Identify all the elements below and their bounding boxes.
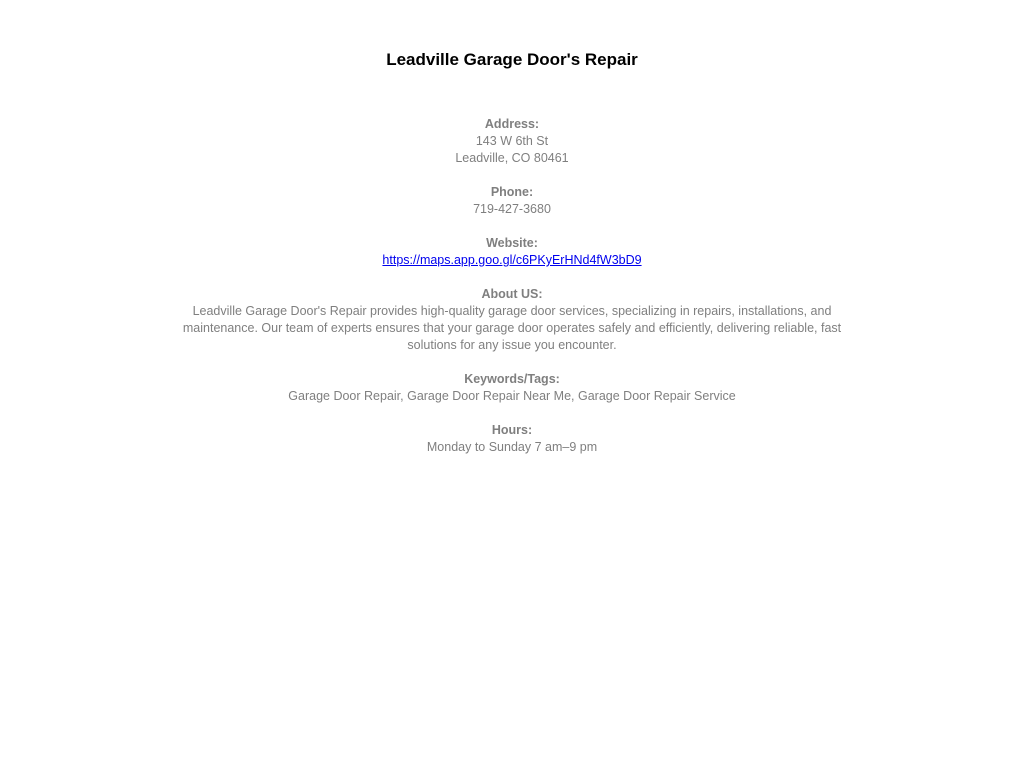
keywords-value: Garage Door Repair, Garage Door Repair Near Me, Garage Door Repair Service <box>288 389 736 403</box>
website-section <box>0 235 1024 269</box>
business-info <box>0 116 1024 473</box>
keywords-section <box>0 371 1024 405</box>
phone-number: 719-427-3680 <box>473 202 551 216</box>
address-line-2: Leadville, CO 80461 <box>455 151 569 165</box>
hours-label: Hours: <box>491 423 533 437</box>
about-label: About US: <box>481 287 543 301</box>
website-link[interactable]: https://maps.app.goo.gl/c6PKyErHNd4fW3bD9 <box>382 253 642 267</box>
address-line-1: 143 W 6th St <box>475 134 549 148</box>
about-text: Leadville Garage Door's Repair provides high-quality garage door services, specializing in repairs, installations, and maintenance. Our team of experts ensures that your garage door operates safely and efficiently, delivering reliable, fast solutions for any issue you encounter. <box>182 304 842 352</box>
address-label: Address: <box>484 117 540 131</box>
about-section <box>0 286 1024 354</box>
phone-section <box>0 184 1024 218</box>
phone-label: Phone: <box>490 185 534 199</box>
hours-value: Monday to Sunday 7 am–9 pm <box>426 440 598 454</box>
website-label: Website: <box>486 236 538 250</box>
hours-section <box>0 422 1024 456</box>
page-title: Leadville Garage Door's Repair <box>386 50 638 69</box>
address-section <box>0 116 1024 167</box>
keywords-label: Keywords/Tags: <box>464 372 560 386</box>
